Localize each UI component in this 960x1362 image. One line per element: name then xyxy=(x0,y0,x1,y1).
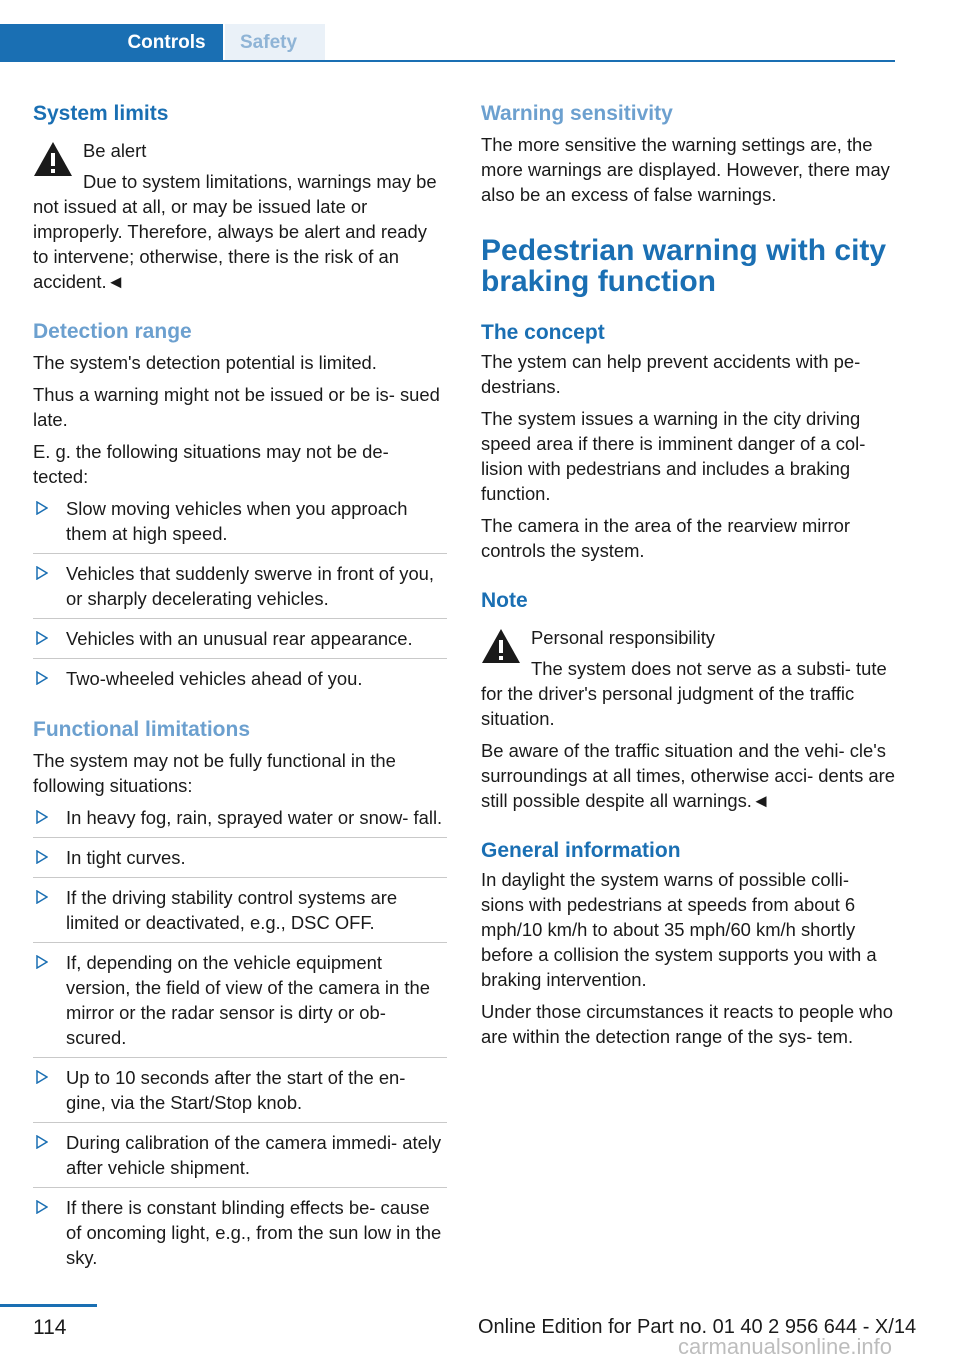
warning-triangle-icon xyxy=(481,627,521,665)
list-item: Two-wheeled vehicles ahead of you. xyxy=(33,666,447,698)
functional-limitations-heading: Functional limitations xyxy=(33,718,251,741)
watermark: carmanualsonline.info xyxy=(678,1334,893,1359)
detection-list xyxy=(33,496,447,698)
bullet-triangle-icon xyxy=(36,631,48,645)
note-paragraph: Be aware of the traffic situation and the vehi‐ cle's surroundings at all times, otherwise acci‐ dents are still possible despite all warnings.◄ xyxy=(481,740,895,811)
sensitivity-paragraph: The more sensitive the warning settings are, the more warnings are displayed. However, there may also be an excess of false warnings. xyxy=(481,134,890,205)
list-item: Up to 10 seconds after the start of the en‐ gine, via the Start/Stop knob. xyxy=(33,1065,447,1123)
edition-text: Online Edition for Part no. 01 40 2 956 644 - X/14 xyxy=(478,1316,917,1338)
bullet-triangle-icon xyxy=(36,671,48,685)
detection-paragraph: Thus a warning might not be issued or be is‐ sued late. xyxy=(33,384,440,430)
concept-heading: The concept xyxy=(481,321,605,344)
list-item: If, depending on the vehicle equipment version, the field of view of the camera in the mirror or the radar sensor is dirty or ob‐ scured. xyxy=(33,950,447,1058)
concept-paragraph: The camera in the area of the rearview mirror controls the system. xyxy=(481,515,850,561)
detection-paragraph: The system's detection potential is limited. xyxy=(33,352,377,373)
alert-warning-title: Be alert xyxy=(83,140,147,161)
left-column xyxy=(33,100,447,1277)
list-item: In heavy fog, rain, sprayed water or snow‐ fall. xyxy=(33,805,447,838)
right-column xyxy=(481,100,895,1056)
bullet-triangle-icon xyxy=(36,810,48,824)
tab-controls[interactable]: Controls xyxy=(0,24,223,60)
functional-paragraph: The system may not be fully functional in the following situations: xyxy=(33,750,396,796)
header-rule xyxy=(0,60,895,62)
list-item: Slow moving vehicles when you approach them at high speed. xyxy=(33,496,447,554)
general-paragraph: In daylight the system warns of possible colli‐ sions with pedestrians at speeds from about 6 mph/10 km/h to about 35 mph/60 km/h shortly before a collision the system supports you with a braking intervention. xyxy=(481,869,877,990)
bullet-triangle-icon xyxy=(36,955,48,969)
bullet-triangle-icon xyxy=(36,566,48,580)
list-item: If the driving stability control systems are limited or deactivated, e.g., DSC OFF. xyxy=(33,885,447,943)
list-item: Vehicles that suddenly swerve in front of you, or sharply decelerating vehicles. xyxy=(33,561,447,619)
bullet-triangle-icon xyxy=(36,1200,48,1214)
list-item: In tight curves. xyxy=(33,845,447,878)
alert-warning xyxy=(33,138,447,294)
bullet-triangle-icon xyxy=(36,1135,48,1149)
warning-sensitivity-heading: Warning sensitivity xyxy=(481,102,673,125)
list-item: Vehicles with an unusual rear appearance. xyxy=(33,626,447,659)
responsibility-warning-text: The system does not serve as a substi‐ tute for the driver's personal judgment of the traffic situation. xyxy=(481,658,887,729)
tab-safety[interactable]: Safety xyxy=(225,24,325,60)
detection-paragraph: E. g. the following situations may not be de‐ tected: xyxy=(33,441,389,487)
bullet-triangle-icon xyxy=(36,850,48,864)
detection-range-heading: Detection range xyxy=(33,320,192,343)
bullet-triangle-icon xyxy=(36,1070,48,1084)
general-paragraph: Under those circumstances it reacts to people who are within the detection range of the sys‐ tem. xyxy=(481,1001,893,1047)
header-tabs xyxy=(0,24,895,62)
responsibility-warning-title: Personal responsibility xyxy=(531,627,715,648)
list-item: If there is constant blinding effects be‐ cause of oncoming light, e.g., from the sun low in the sky. xyxy=(33,1195,447,1277)
responsibility-warning xyxy=(481,625,895,731)
warning-triangle-icon xyxy=(33,140,73,178)
page-number: 114 xyxy=(33,1316,67,1339)
list-item: During calibration of the camera immedi‐ ately after vehicle shipment. xyxy=(33,1130,447,1188)
system-limits-heading: System limits xyxy=(33,102,169,125)
functional-list xyxy=(33,805,447,1277)
note-heading: Note xyxy=(481,589,528,612)
concept-paragraph: The system issues a warning in the city driving speed area if there is imminent danger of a col‐ lision with pedestrians and includes a braking function. xyxy=(481,408,866,504)
alert-warning-text: Due to system limitations, warnings may be not issued at all, or may be issued late or improperly. Therefore, always be alert and ready to intervene; otherwise, there is the risk of an accident.◄ xyxy=(33,171,437,292)
concept-paragraph: The ystem can help prevent accidents with pe‐ destrians. xyxy=(481,351,861,397)
bullet-triangle-icon xyxy=(36,501,48,515)
bullet-triangle-icon xyxy=(36,890,48,904)
footer-rule xyxy=(0,1304,97,1307)
section-title: Pedestrian warning with city braking function xyxy=(481,234,887,298)
general-information-heading: General information xyxy=(481,839,681,862)
